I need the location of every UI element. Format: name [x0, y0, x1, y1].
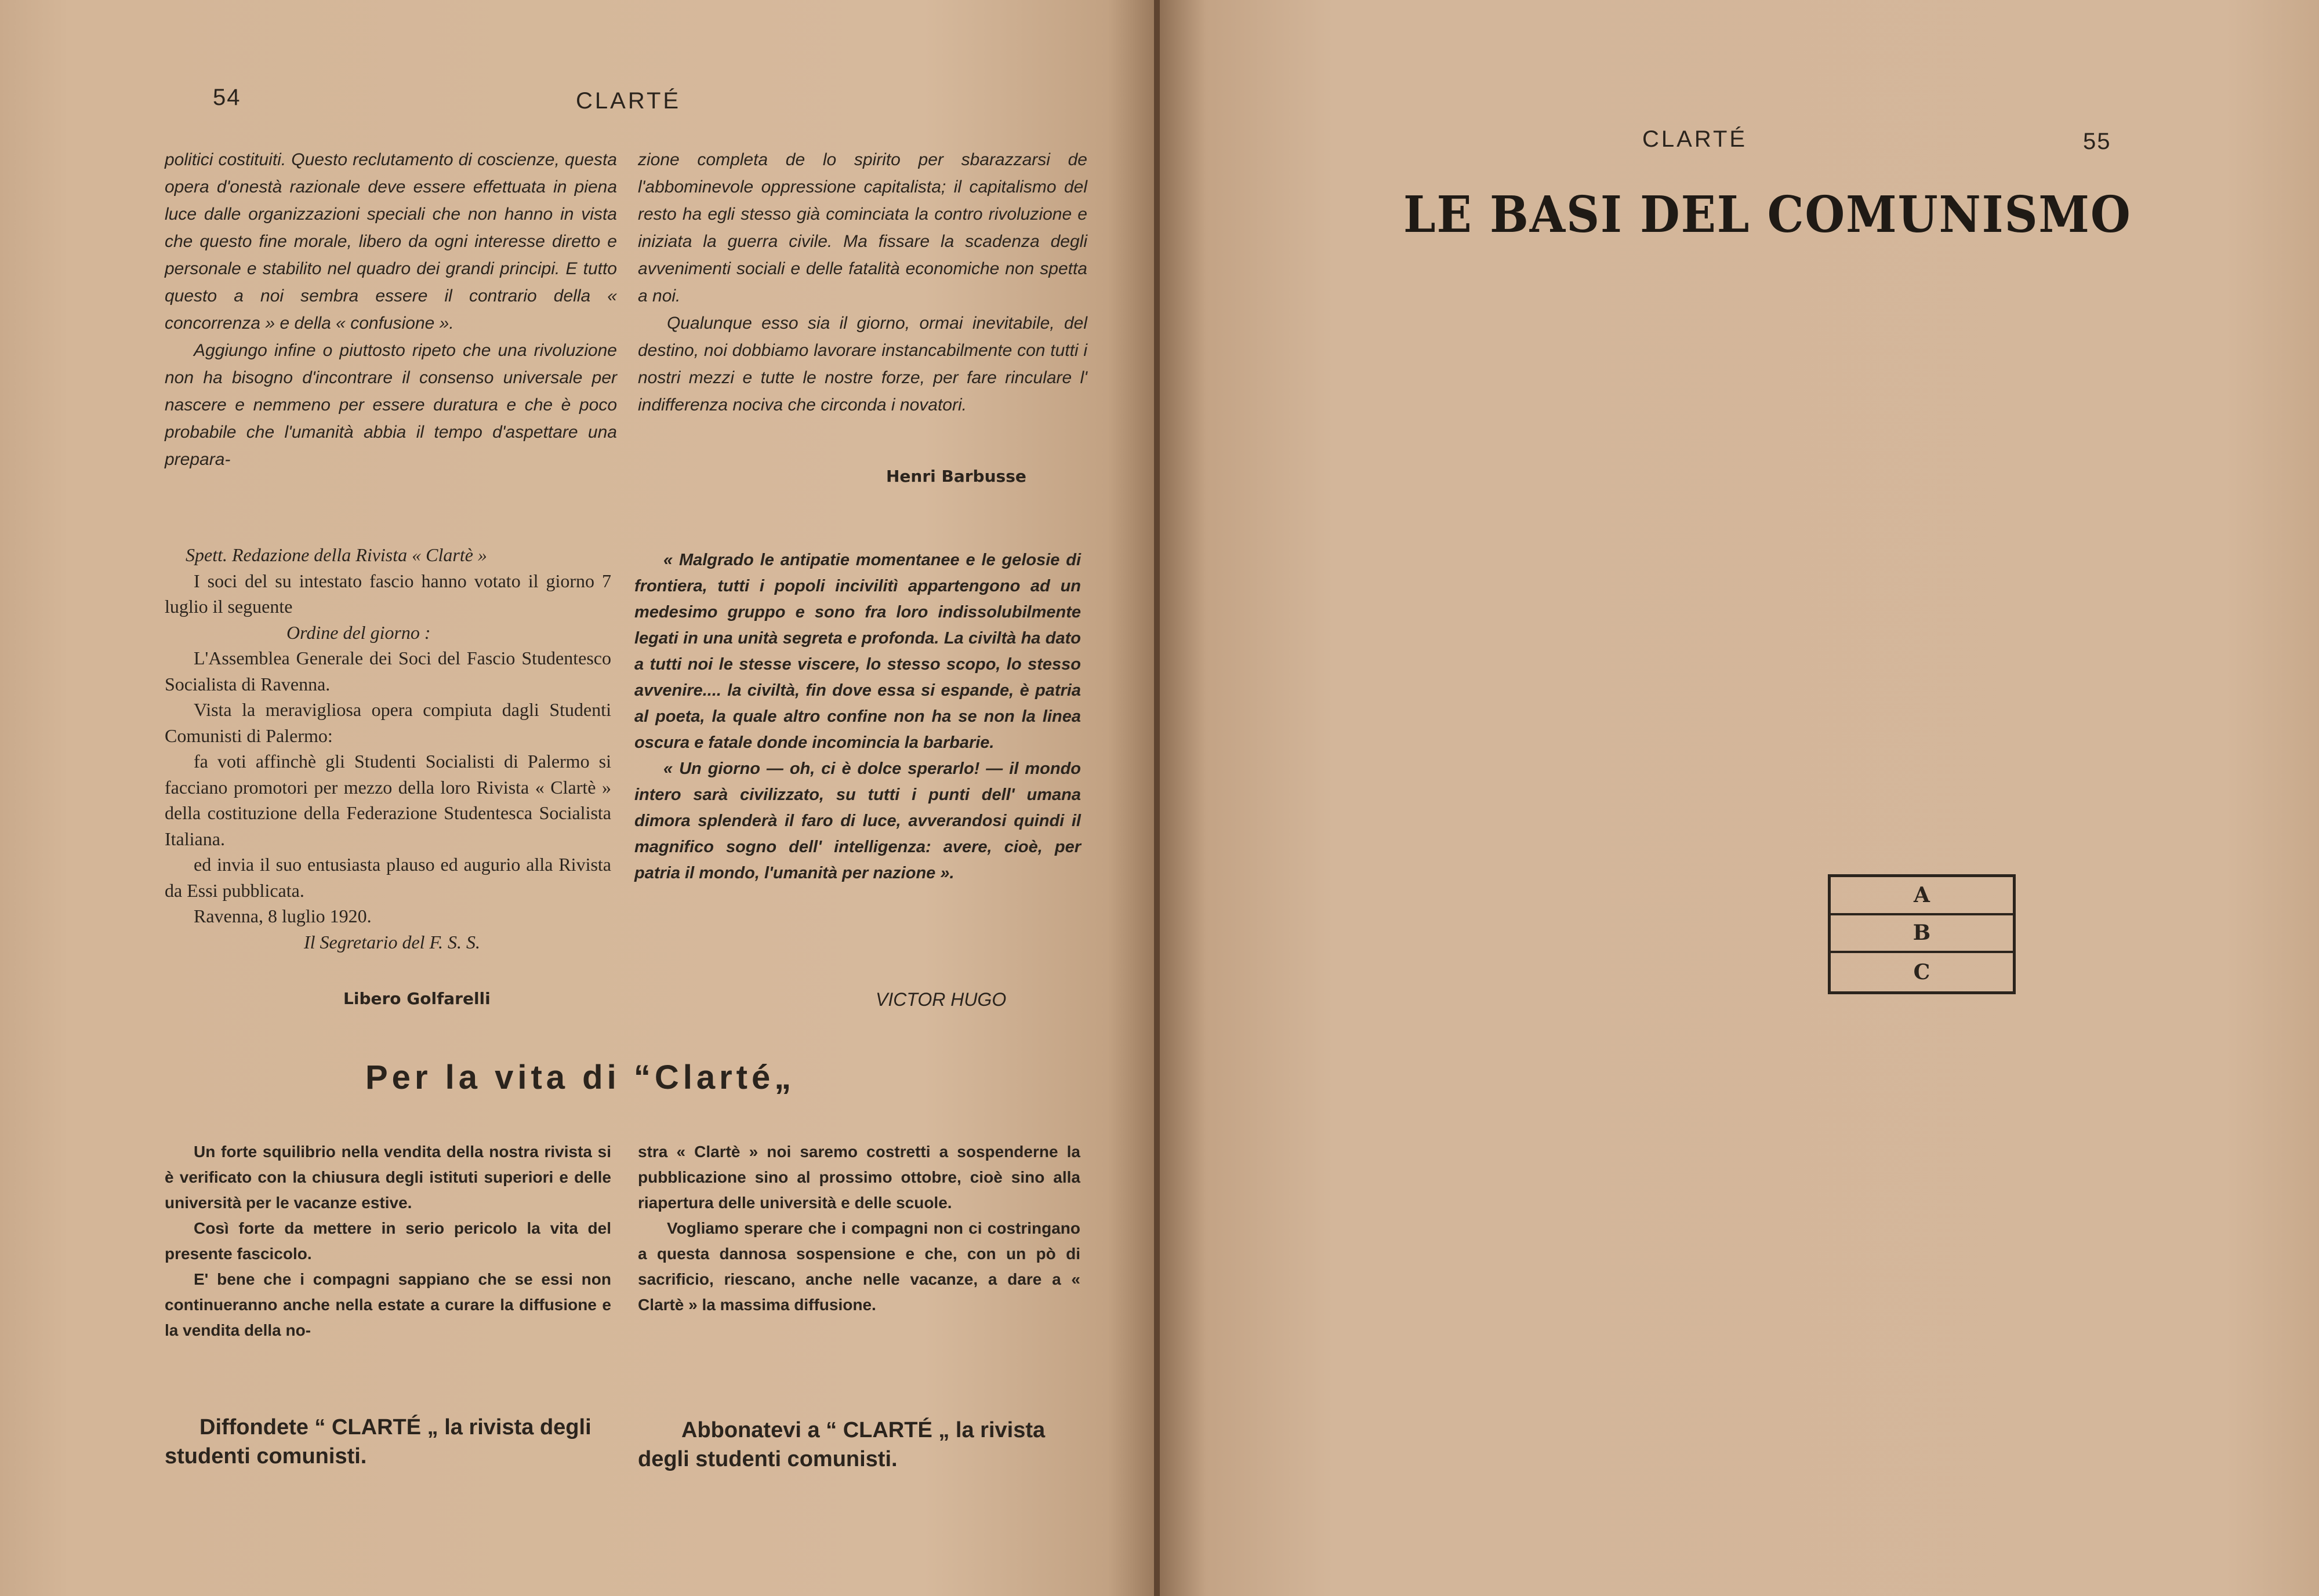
page-number-left: 54	[213, 85, 241, 110]
letter-paragraph: fa voti affinchè gli Studenti Socialisti di Palermo si facciano promotori per mezzo della loro Rivista « Clartè » della costituzione della Federazione Studentesca Socialista Italiana.	[165, 751, 611, 849]
letter-paragraph: L'Assemblea Generale dei Soci del Fascio Studentesco Socialista di Ravenna.	[165, 648, 611, 695]
hugo-paragraph: « Un giorno — oh, ci è dolce sperarlo! — il mondo intero sarà civilizzato, su tutti i punti dell' umana dimora splenderà il faro di luce, avverandosi quindi il magnifico sogno dell' intelligenza: avere, cioè, per patria il mondo, l'umanità per nazione ».	[634, 759, 1081, 882]
barbusse-column-2	[638, 146, 1087, 419]
vita-column-2	[638, 1139, 1080, 1318]
abc-figure	[1828, 874, 2016, 994]
barbusse-paragraph: zione completa de lo spirito per sbarazzarsi de l'abbominevole oppressione capitalista; il capitalismo del resto ha egli stesso già cominciata la contro rivoluzione e iniziata la guerra civile. Ma fissare la scadenza degli avvenimenti sociali e delle fatalità economiche non spetta a noi.	[638, 150, 1087, 306]
hugo-signature: VICTOR HUGO	[876, 989, 1007, 1010]
vita-paragraph: Vogliamo sperare che i compagni non ci costringano a questa dannosa sospensione e che, con un pò di sacrificio, riescano, anche nelle vacanze, a dare a « Clartè » la massima diffusione.	[638, 1219, 1080, 1314]
vita-column-1	[165, 1139, 611, 1343]
figure-row-c: C	[1913, 960, 1930, 985]
cta-abbonatevi: Abbonatevi a “ CLARTÉ „ la rivista degli studenti comunisti.	[638, 1418, 1046, 1471]
letter-role: Il Segretario del F. S. S.	[304, 931, 480, 952]
letter-paragraph: Vista la meravigliosa opera compiuta dagli Studenti Comunisti di Palermo:	[165, 699, 611, 746]
letter-paragraph: I soci del su intestato fascio hanno votato il giorno 7 luglio il seguente	[165, 570, 611, 617]
letter-ordine-heading: Ordine del giorno :	[286, 621, 431, 643]
vita-clarte-heading: Per la vita di “Clarté„	[365, 1059, 796, 1096]
barbusse-signature: Henri Barbusse	[886, 467, 1026, 486]
letter-paragraph: ed invia il suo entusiasta plauso ed augurio alla Rivista da Essi pubblicata.	[165, 854, 611, 901]
page-number-right: 55	[2083, 129, 2111, 154]
running-head-right: CLARTÉ	[1642, 126, 1748, 152]
letter-signature: Libero Golfarelli	[343, 989, 491, 1008]
vita-paragraph: E' bene che i compagni sappiano che se essi non continueranno anche nella estate a curare la diffusione e la vendita della no-	[165, 1270, 611, 1339]
article-title: LE BASI DEL COMUNISMO	[1403, 186, 2132, 244]
vita-paragraph: Così forte da mettere in serio pericolo la vita del presente fascicolo.	[165, 1219, 611, 1263]
hugo-paragraph: « Malgrado le antipatie momentanee e le gelosie di frontiera, tutti i popoli incivilitì appartengono ad un medesimo gruppo e sono fra loro indissolubilmente legati in una unità segreta e profonda. La civiltà ha dato a tutti noi le stesse viscere, lo stesso scopo, lo stesso avvenire.... la civiltà, fin dove essa si espande, è patria al poeta, la quale altro confine non ha se non la linea oscura e fatale donde incomincia la barbarie.	[634, 551, 1081, 752]
hugo-quote	[634, 547, 1081, 886]
cta-diffondete: Diffondete “ CLARTÉ „ la rivista degli studenti comunisti.	[165, 1415, 591, 1468]
running-head-left: CLARTÉ	[576, 88, 681, 114]
book-gutter	[1154, 0, 1160, 1596]
figure-row-a: A	[1831, 877, 2013, 915]
letter-salutation: Spett. Redazione della Rivista « Clartè »	[186, 544, 487, 565]
ravenna-letter	[165, 542, 611, 955]
figure-row-b: B	[1831, 915, 2013, 954]
vita-paragraph: Un forte squilibrio nella vendita della nostra rivista si è verificato con la chiusura degli istituti superiori e delle università per le vacanze estive.	[165, 1143, 611, 1212]
barbusse-column-1	[165, 146, 617, 473]
barbusse-paragraph: Qualunque esso sia il giorno, ormai inevitabile, del destino, noi dobbiamo lavorare instancabilmente con tutti i nostri mezzi e tutte le nostre forze, per fare rinculare l' indifferenza nociva che circonda i novatori.	[638, 314, 1087, 415]
vita-paragraph: stra « Clartè » noi saremo costretti a sospenderne la pubblicazione sino al prossimo ottobre, cioè sino alla riapertura delle università e delle scuole.	[638, 1143, 1080, 1212]
letter-place-date: Ravenna, 8 luglio 1920.	[194, 906, 372, 926]
barbusse-paragraph: politici costituiti. Questo reclutamento di coscienze, questa opera d'onestà razionale deve essere effettuata in piena luce dalle organizzazioni speciali che non hanno in vista che questo fine morale, libero da ogni interesse diretto e personale e stabilito nel quadro dei grandi principi. E tutto questo a noi sembra essere il contrario della « concorrenza » e della « confusione ».	[165, 150, 617, 333]
barbusse-paragraph: Aggiungo infine o piuttosto ripeto che una rivoluzione non ha bisogno d'incontrare il consenso universale per nascere e nemmeno per essere duratura e che è poco probabile che l'umanità abbia il tempo d'aspettare una prepara-	[165, 341, 617, 469]
